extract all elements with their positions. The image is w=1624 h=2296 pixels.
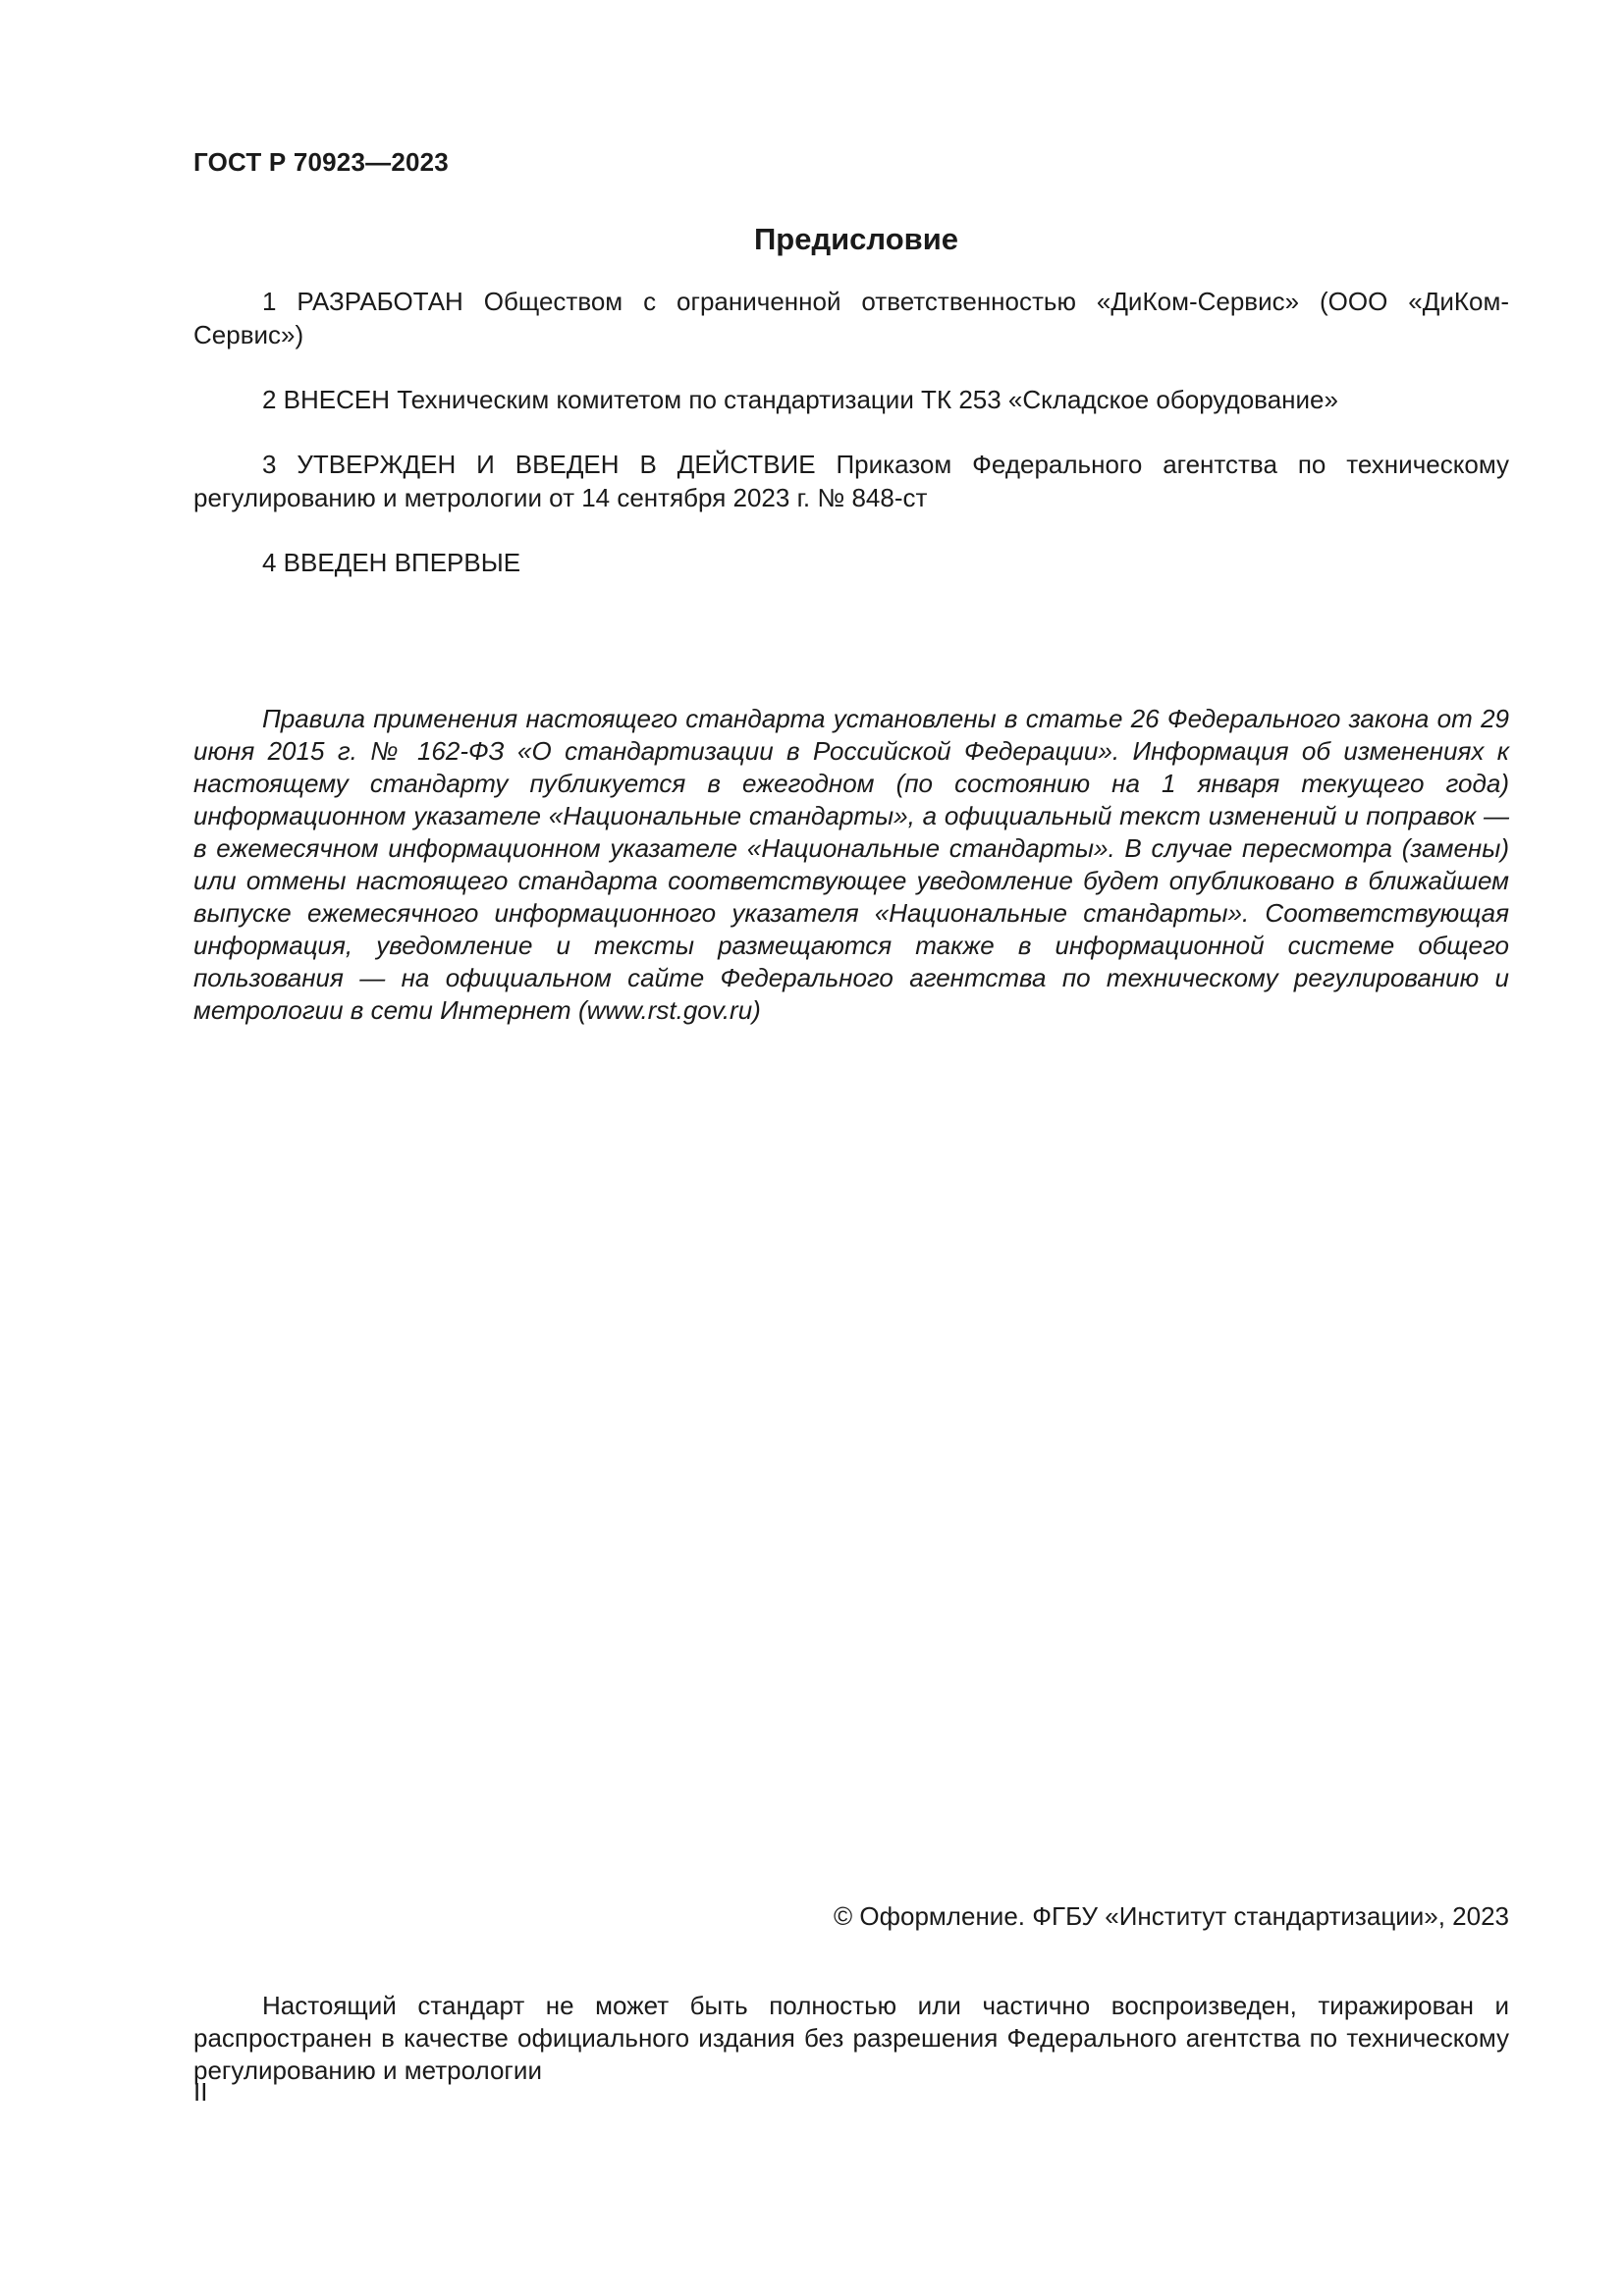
standard-id-header: ГОСТ Р 70923—2023 (193, 147, 449, 177)
copyright-line: © Оформление. ФГБУ «Институт стандартизации», 2023 (834, 1901, 1509, 1931)
foreword-title: Предисловие (753, 222, 958, 256)
page-number: II (193, 2077, 208, 2107)
foreword-item-introduced: 4 ВВЕДЕН ВПЕРВЫЕ (262, 548, 521, 577)
foreword-item-approved: 3 УТВЕРЖДЕН И ВВЕДЕН В ДЕЙСТВИЕ Приказом Федерального агентства по техническому регулированию и метрологии от 14 сентября 2023 г. № 848-ст (193, 450, 1509, 512)
foreword-item-developed: 1 РАЗРАБОТАН Обществом с ограниченной ответственностью «ДиКом-Сервис» (ООО «ДиКом-Сервис») (193, 287, 1509, 349)
application-rules-notice: Правила применения настоящего стандарта установлены в статье 26 Федерального закона от 29 июня 2015 г. № 162-ФЗ «О стандартизации в Российской Федерации». Информация об изменениях к настоящему стандарту публикуется в ежегодном (по состоянию на 1 января текущего года) информационном указателе «Национальные стандарты», а официальный текст изменений и поправок — в ежемесячном информационном указателе «Национальные стандарты». В случае пересмотра (замены) или отмены настоящего стандарта соответствующее уведомление будет опубликовано в ближайшем выпуске ежемесячного информационного указателя «Национальные стандарты». Соответствующая информация, уведомление и тексты размещаются также в информационной системе общего пользования — на официальном сайте Федерального агентства по техническому регулированию и метрологии в сети Интернет (www.rst.gov.ru) (193, 704, 1509, 1025)
reproduction-notice: Настоящий стандарт не может быть полностью или частично воспроизведен, тиражирован и распространен в качестве официального издания без разрешения Федерального агентства по техническому регулированию и метрологии (193, 1991, 1509, 2085)
foreword-items (193, 285, 1509, 611)
foreword-item-submitted: 2 ВНЕСЕН Техническим комитетом по стандартизации ТК 253 «Складское оборудование» (262, 385, 1338, 414)
